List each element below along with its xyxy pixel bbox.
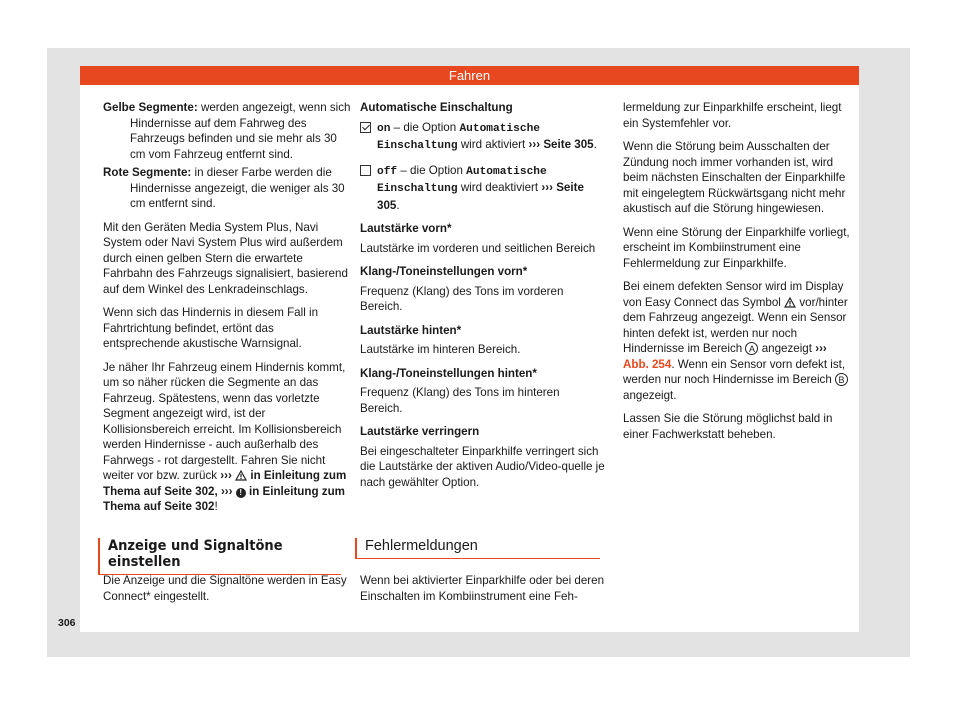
arrows: ››› [220, 484, 233, 498]
figure-link[interactable]: Abb. 254 [623, 357, 672, 371]
option-text: – die Option [400, 163, 463, 177]
definition-text: werden angezeigt, wenn sich Hindernisse auf dem Fahrweg des Fahrzeugs befinden und sie mehr als 30 cm vom Fahrzeug entfernt sind. [130, 101, 351, 161]
manual-page [80, 66, 859, 632]
page-link[interactable]: Seite 305 [377, 181, 584, 212]
column-1 [103, 100, 353, 523]
heading-tone-rear: Klang-/Toneinstellungen hinten* [360, 366, 537, 380]
heading-volume-rear: Lautstärke hinten* [360, 323, 462, 337]
area-a-marker: A [745, 342, 758, 355]
term-yellow-segments: Gelbe Segmente: [103, 101, 198, 114]
heading-volume-front: Lautstärke vorn* [360, 222, 452, 235]
checked-checkbox-icon [360, 122, 371, 133]
column-2 [360, 100, 605, 498]
definition-text: in dieser Farbe werden die Hindernisse angezeigt, die weniger als 30 cm entfernt sind. [130, 166, 345, 210]
paragraph-defective-sensor [623, 279, 853, 403]
info-circle-icon: ! [236, 488, 246, 498]
text-tone-front: Frequenz (Klang) des Tons im vorderen Bereich. [360, 284, 564, 313]
heading-automatic-activation: Automatische Einschaltung [360, 101, 513, 114]
option-text: – die Option [393, 120, 457, 134]
paragraph-text: . Wenn ein Sensor vorn defekt ist, werden nur noch Hindernisse im Bereich [623, 357, 846, 386]
option-text: wird deaktiviert [460, 181, 539, 194]
paragraph-text: Bei einem defekten Sensor wird im Display von Easy Connect das Symbol [623, 280, 844, 309]
page-number: 306 [58, 617, 76, 629]
paragraph-error-message: Wenn eine Störung der Einparkhilfe vorliegt, erscheint im Kombiinstrument eine Fehlermeldung zur Einparkhilfe. [623, 225, 850, 270]
paragraph-yellow-star: Mit den Geräten Media System Plus, Navi System oder Navi System Plus wird außerdem durch einen gelben Stern die erwartete Fahrbahn des Fahrzeugs signalisiert, basierend auf dem Winkel des Lenkradeinschlags. [103, 220, 348, 296]
paragraph-system-error: lermeldung zur Einparkhilfe erscheint, liegt ein Systemfehler vor. [623, 101, 842, 130]
term-red-segments: Rote Segmente: [103, 166, 192, 179]
paragraph-workshop: Lassen Sie die Störung möglichst bald in einer Fachwerkstatt beheben. [623, 412, 833, 441]
cross-reference-link[interactable]: in Einleitung zum Thema auf Seite 302, [103, 469, 347, 498]
option-key-off: off [377, 165, 398, 178]
text-tone-rear: Frequenz (Klang) des Tons im hinteren Bereich. [360, 386, 560, 415]
punctuation: ! [214, 500, 218, 513]
paragraph-text: angezeigt. [623, 388, 677, 402]
arrows: ››› [220, 469, 232, 482]
paragraph-ignition: Wenn die Störung beim Ausschalten der Zündung noch immer vorhanden ist, wird beim nächsten Einschalten der Einparkhilfe mit eingelegtem Rückwärtsgang nicht mehr akustisch auf die Störung hingewiesen. [623, 140, 846, 215]
page-link[interactable]: Seite 305 [543, 138, 594, 151]
paragraph-text: angezeigt [761, 342, 812, 355]
section-text-display-signals: Die Anzeige und die Signaltöne werden in Easy Connect* eingestellt. [103, 574, 347, 603]
option-name: Automatische Einschaltung [377, 122, 541, 152]
column-3 [623, 100, 853, 450]
paragraph-text: Je näher Ihr Fahrzeug einem Hindernis kommt, um so näher rücken die Segmente an das Fahrzeug. Spätestens, wenn das vorletzte Segment angezeigt wird, ist der Kollisionsbereich erreicht. Im Kollisionsbereich werden Hindernisse - auch außerhalb des Fahrwegs - rot dargestellt. Fahren Sie nicht weiter vor bzw. zurück [103, 360, 346, 482]
definition-red-segments [103, 165, 353, 212]
text-reduce-volume: Bei eingeschalteter Einparkhilfe verringert sich die Lautstärke der aktiven Audio/Video-quelle je nach gewählter Option. [360, 444, 605, 489]
option-name: Automatische Einschaltung [377, 165, 547, 195]
paragraph-text: vor/hinter dem Fahrzeug angezeigt. Wenn ein Sensor hinten defekt ist, werden nur noch Hindernisse im Bereich [623, 295, 848, 355]
arrows: ››› [541, 181, 553, 194]
text-volume-front: Lautstärke im vorderen und seitlichen Bereich [360, 241, 596, 255]
chapter-header: Fahren [80, 66, 859, 85]
heading-reduce-volume: Lautstärke verringern [360, 425, 480, 438]
paragraph-warning-signal: Wenn sich das Hindernis in diesem Fall in Fahrtrichtung befindet, ertönt das entsprechende akustische Warnsignal. [103, 306, 319, 350]
section-title-display-signals: Anzeige und Signaltöne einstellen [98, 538, 341, 575]
unchecked-checkbox-icon [360, 165, 371, 176]
warning-triangle-icon [235, 470, 247, 481]
warning-triangle-icon [784, 297, 796, 308]
option-key-on: on [377, 122, 391, 135]
arrows: ››› [815, 342, 827, 355]
option-text: wird aktiviert [460, 138, 526, 151]
area-b-marker: B [835, 373, 848, 386]
paragraph-collision-area [103, 360, 353, 515]
arrows: ››› [528, 138, 541, 151]
section-text-error-messages: Wenn bei aktivierter Einparkhilfe oder bei deren Einschalten im Kombiinstrument eine Feh- [360, 574, 605, 603]
option-on: on – die Option Automatische Einschaltung wird aktiviert ››› Seite 305. [360, 120, 605, 155]
cross-reference-link[interactable]: in Einleitung zum Thema auf Seite 302 [103, 484, 345, 513]
text-volume-rear: Lautstärke im hinteren Bereich. [360, 343, 521, 356]
definition-yellow-segments [103, 100, 353, 162]
section-title-error-messages: Fehlermeldungen [355, 538, 600, 559]
heading-tone-front: Klang-/Toneinstellungen vorn* [360, 265, 528, 278]
option-off: off – die Option Automatische Einschaltung wird deaktiviert ››› Seite 305. [360, 163, 605, 214]
